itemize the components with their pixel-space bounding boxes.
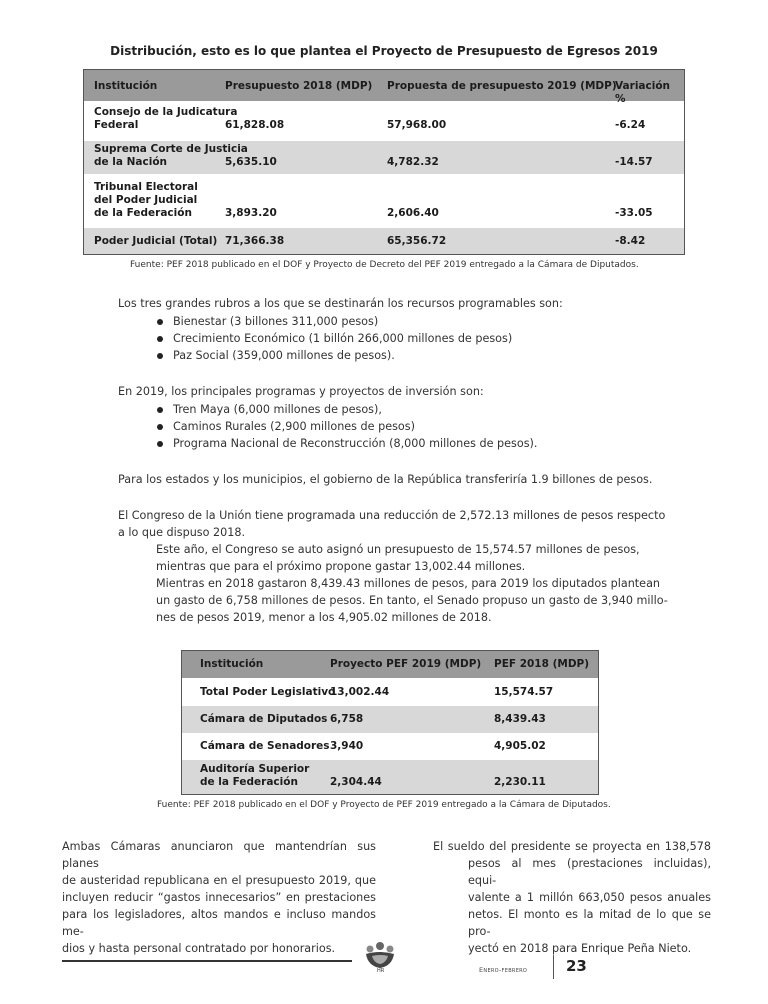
row-institution: Suprema Corte de Justicia de la Nación <box>94 143 248 168</box>
row-institution: Poder Judicial (Total) <box>94 235 218 247</box>
col-header-institucion: Institución <box>94 80 158 92</box>
row-p2018: 61,828.08 <box>225 119 285 131</box>
col-header-2018: PEF 2018 (MDP) <box>494 658 590 670</box>
row-variacion: -14.57 <box>615 156 653 168</box>
budget-judicial-table <box>83 69 685 255</box>
logo: HR <box>360 940 400 976</box>
congreso-line: nes de pesos 2019, menor a los 4,905.02 millones de 2018. <box>156 611 492 624</box>
table-row <box>84 174 684 228</box>
list-item: Bienestar (3 billones 311,000 pesos) <box>173 313 378 330</box>
row-p2018: 15,574.57 <box>494 686 554 698</box>
list-item: Crecimiento Económico (1 billón 266,000 millones de pesos) <box>173 330 512 347</box>
table-row <box>182 706 598 733</box>
list-item: Programa Nacional de Reconstrucción (8,000 millones de pesos). <box>173 435 537 452</box>
table-row <box>182 760 598 794</box>
row-p2019: 4,782.32 <box>387 156 439 168</box>
table-row-total <box>84 228 684 254</box>
row-p2019: 13,002.44 <box>330 686 390 698</box>
row-p2019: 2,606.40 <box>387 207 439 219</box>
row-p2018: 2,230.11 <box>494 776 546 788</box>
issue-label: Enero-febrero <box>479 966 528 974</box>
row-p2018: 3,893.20 <box>225 207 277 219</box>
row-institution: Total Poder Legislativo <box>200 686 336 698</box>
list-item: Tren Maya (6,000 millones de pesos), <box>173 401 382 418</box>
bullet-icon <box>157 353 163 359</box>
row-p2018: 4,905.02 <box>494 740 546 752</box>
footer-rule <box>62 960 352 962</box>
row-p2018: 5,635.10 <box>225 156 277 168</box>
col-header-institucion: Institución <box>200 658 264 670</box>
row-p2019: 57,968.00 <box>387 119 447 131</box>
congreso-line: Mientras en 2018 gastaron 8,439.43 millones de pesos, para 2019 los diputados plantean <box>156 577 661 590</box>
left-column: Ambas Cámaras anunciaron que mantendrían sus planes de austeridad republicana en el presupuesto 2019, que incluyen reducir “gastos innecesarios” en prestaciones para los legisladores, altos mandos e incluso mandos me- dios y hasta personal contratado por honorarios. <box>62 840 376 955</box>
table-row <box>182 733 598 760</box>
congreso-line: mientras que para el próximo propone gastar 13,002.44 millones. <box>156 560 526 573</box>
congreso-line: un gasto de 6,758 millones de pesos. En tanto, el Senado propuso un gasto de 3,940 millo- <box>156 594 668 607</box>
row-institution: Auditoría Superior de la Federación <box>200 763 310 788</box>
congreso-line: Este año, el Congreso se auto asignó un presupuesto de 15,574.57 millones de pesos, <box>156 543 640 556</box>
row-p2018: 71,366.38 <box>225 235 285 247</box>
bullet-icon <box>157 319 163 325</box>
budget-legislative-table <box>181 650 599 795</box>
row-variacion: -8.42 <box>615 235 646 247</box>
table1-title: Distribución, esto es lo que plantea el Proyecto de Presupuesto de Egresos 2019 <box>110 44 658 58</box>
bullet-icon <box>157 441 163 447</box>
list-item: Caminos Rurales (2,900 millones de pesos) <box>173 418 415 435</box>
row-p2019: 3,940 <box>330 740 364 752</box>
row-institution: Cámara de Diputados <box>200 713 328 725</box>
table-header <box>84 70 684 105</box>
list-item: Paz Social (359,000 millones de pesos). <box>173 347 395 364</box>
row-p2019: 6,758 <box>330 713 364 725</box>
estados-paragraph: Para los estados y los municipios, el gobierno de la República transferiría 1.9 billones de pesos. <box>118 473 653 486</box>
bullet-icon <box>157 336 163 342</box>
footer-divider <box>553 955 554 979</box>
congreso-line: El Congreso de la Unión tiene programada una reducción de 2,572.13 millones de pesos respecto <box>118 509 666 522</box>
right-column: El sueldo del presidente se proyecta en 138,578 pesos al mes (prestaciones incluidas), equi- valente a 1 millón 663,050 pesos anuales netos. El monto es la mitad de lo que se pro- yectó en 2018 para Enrique Peña Nieto. <box>433 840 711 955</box>
table2-source: Fuente: PEF 2018 publicado en el DOF y Proyecto de PEF 2019 entregado a la Cámara de Diputados. <box>157 800 611 810</box>
row-institution: Tribunal Electoral del Poder Judicial de la Federación <box>94 181 198 219</box>
programas-intro: En 2019, los principales programas y proyectos de inversión son: <box>118 385 484 398</box>
row-p2018: 8,439.43 <box>494 713 546 725</box>
row-institution: Consejo de la Judicatura Federal <box>94 106 238 131</box>
table-row <box>84 101 684 141</box>
row-p2019: 65,356.72 <box>387 235 447 247</box>
table1-source: Fuente: PEF 2018 publicado en el DOF y Proyecto de Decreto del PEF 2019 entregado a la Cámara de Diputados. <box>130 260 639 270</box>
rubros-intro: Los tres grandes rubros a los que se destinarán los recursos programables son: <box>118 297 563 310</box>
page-number: 23 <box>566 957 587 975</box>
col-header-2018: Presupuesto 2018 (MDP) <box>225 80 373 92</box>
table-row <box>182 678 598 706</box>
row-variacion: -6.24 <box>615 119 646 131</box>
col-header-2019: Propuesta de presupuesto 2019 (MDP) <box>387 80 617 92</box>
bullet-icon <box>157 407 163 413</box>
col-header-variacion: Variación % <box>615 80 671 105</box>
table-header <box>182 651 598 678</box>
row-variacion: -33.05 <box>615 207 653 219</box>
col-header-2019: Proyecto PEF 2019 (MDP) <box>330 658 482 670</box>
table-row <box>84 141 684 174</box>
bullet-icon <box>157 424 163 430</box>
congreso-line: a lo que dispuso 2018. <box>118 526 246 539</box>
row-p2019: 2,304.44 <box>330 776 382 788</box>
row-institution: Cámara de Senadores <box>200 740 330 752</box>
